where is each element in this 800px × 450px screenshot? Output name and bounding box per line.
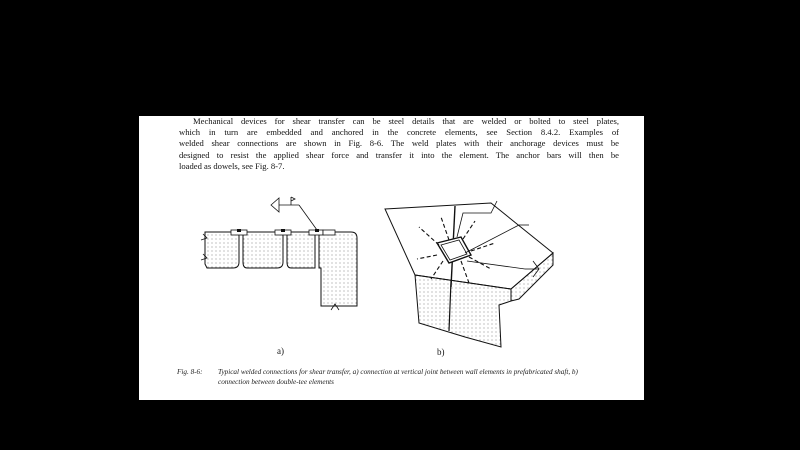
figure-a-drawing	[191, 194, 366, 319]
paragraph-line: loaded as dowels, see Fig. 8-7.	[179, 160, 285, 171]
caption-text: Typical welded connections for shear transfer, a) connection at vertical joint between wall elements in prefabricated shaft, b) connection between double-tee elements	[218, 368, 578, 386]
figure-a-label: a)	[277, 346, 284, 356]
paragraph-line: which in turn are embedded and anchored in the concrete elements, see Section 8.4.2. Examples of	[179, 127, 619, 138]
figure-b-drawing	[379, 191, 579, 351]
body-paragraph	[179, 116, 619, 172]
figure-b-label: b)	[437, 347, 445, 357]
paragraph-line: designed to resist the applied shear force and transfer it into the element. The anchor bars will then be	[179, 149, 619, 160]
paragraph-line: welded shear connections are shown in Fig. 8-6. The weld plates with their anchorage devices must be	[179, 138, 619, 149]
document-page	[139, 116, 644, 400]
caption-number: Fig. 8-6:	[177, 368, 203, 376]
paragraph-line: Mechanical devices for shear transfer can be steel details that are welded or bolted to steel plates,	[193, 116, 619, 126]
